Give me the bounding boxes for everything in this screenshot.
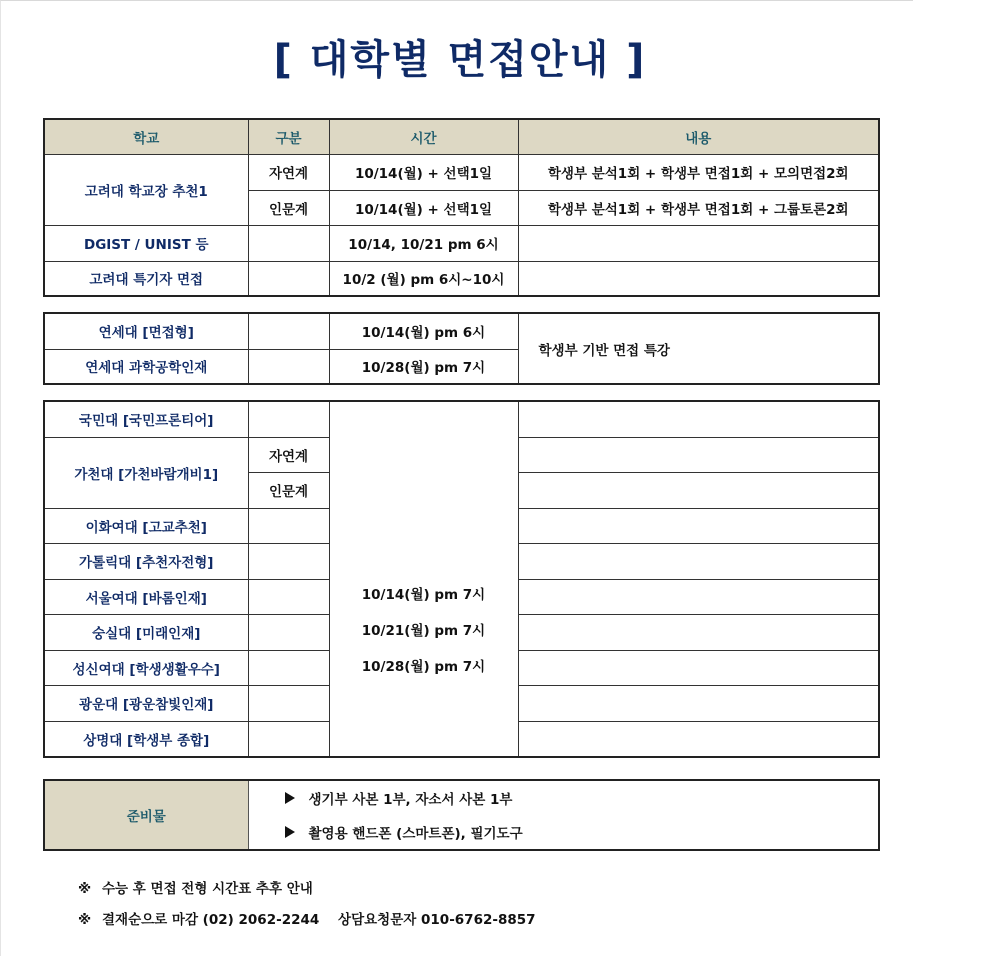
school-cell: 서울여대 [바롬인재] [44, 579, 248, 615]
content-cell [518, 225, 879, 261]
header-content: 내용 [518, 119, 879, 154]
school-cell: 연세대 과학공학인재 [44, 349, 248, 384]
school-cell: 상명대 [학생부 종합] [44, 721, 248, 757]
table-row [44, 780, 879, 850]
content-cell: 학생부 기반 면접 특강 [518, 313, 879, 384]
school-cell: 이화여대 [고교추천] [44, 508, 248, 544]
content-cell [518, 544, 879, 580]
note-text: 수능 후 면접 전형 시간표 추후 안내 [102, 881, 313, 897]
time-cell: 10/14(월) + 선택1일 [329, 154, 518, 190]
prep-items [248, 780, 879, 850]
content-cell [518, 579, 879, 615]
time-cell: 10/14, 10/21 pm 6시 [329, 225, 518, 261]
table-row [44, 154, 879, 190]
prep-item-text: 촬영용 핸드폰 (스마트폰), 필기도구 [308, 826, 523, 842]
category-cell [248, 650, 329, 686]
prep-item [285, 781, 879, 815]
note-line [78, 909, 536, 940]
reference-mark-icon: ※ [78, 912, 92, 928]
reference-mark-icon: ※ [78, 881, 92, 897]
table-row [44, 401, 879, 437]
prep-label: 준비물 [44, 780, 248, 850]
shared-time-cell [329, 401, 518, 757]
table-row [44, 313, 879, 349]
page-title: [ 대학별 면접안내 ] [273, 37, 647, 83]
triangle-bullet-icon [285, 792, 295, 804]
school-cell: 고려대 특기자 면접 [44, 261, 248, 296]
category-cell: 자연계 [248, 154, 329, 190]
category-cell [248, 686, 329, 722]
time-line: 10/14(월) pm 7시 [361, 587, 486, 604]
content-cell [518, 401, 879, 437]
category-cell: 인문계 [248, 473, 329, 509]
time-line: 10/21(월) pm 7시 [361, 622, 486, 639]
schedule-table-3 [43, 400, 880, 758]
category-cell [248, 615, 329, 651]
prep-item-text: 생기부 사본 1부, 자소서 사본 1부 [308, 792, 513, 808]
content-cell [518, 473, 879, 509]
header-category: 구분 [248, 119, 329, 154]
school-cell: 성신여대 [학생생활우수] [44, 650, 248, 686]
preparation-table [43, 779, 880, 851]
notes [78, 878, 536, 940]
content-cell: 학생부 분석1회 + 학생부 면접1회 + 그룹토론2회 [518, 190, 879, 225]
school-cell: 광운대 [광운참빛인재] [44, 686, 248, 722]
prep-item [285, 815, 879, 849]
category-cell [248, 721, 329, 757]
note-text: 결재순으로 마감 (02) 2062-2244 상담요청문자 010-6762-8857 [102, 912, 536, 928]
school-cell: DGIST / UNIST 등 [44, 225, 248, 261]
content-cell [518, 686, 879, 722]
category-cell [248, 313, 329, 349]
category-cell [248, 579, 329, 615]
category-cell [248, 349, 329, 384]
content-cell [518, 437, 879, 473]
content-cell [518, 508, 879, 544]
school-cell: 가천대 [가천바람개비1] [44, 437, 248, 508]
time-cell: 10/14(월) pm 6시 [329, 313, 518, 349]
content-cell: 학생부 분석1회 + 학생부 면접1회 + 모의면접2회 [518, 154, 879, 190]
category-cell: 인문계 [248, 190, 329, 225]
category-cell: 자연계 [248, 437, 329, 473]
category-cell [248, 261, 329, 296]
school-cell: 가톨릭대 [추천자전형] [44, 544, 248, 580]
content-cell [518, 261, 879, 296]
schedule-table-1 [43, 118, 880, 297]
note-line [78, 878, 536, 909]
schedule-table-2 [43, 312, 880, 385]
school-cell: 연세대 [면접형] [44, 313, 248, 349]
content-cell [518, 615, 879, 651]
header-time: 시간 [329, 119, 518, 154]
time-cell: 10/2 (월) pm 6시~10시 [329, 261, 518, 296]
triangle-bullet-icon [285, 826, 295, 838]
category-cell [248, 401, 329, 437]
table-row [44, 225, 879, 261]
content-cell [518, 650, 879, 686]
time-cell: 10/14(월) + 선택1일 [329, 190, 518, 225]
content-cell [518, 721, 879, 757]
school-cell: 고려대 학교장 추천1 [44, 154, 248, 225]
time-line: 10/28(월) pm 7시 [361, 658, 486, 675]
header-school: 학교 [44, 119, 248, 154]
table-row [44, 261, 879, 296]
school-cell: 국민대 [국민프론티어] [44, 401, 248, 437]
category-cell [248, 544, 329, 580]
school-cell: 숭실대 [미래인재] [44, 615, 248, 651]
category-cell [248, 508, 329, 544]
time-cell: 10/28(월) pm 7시 [329, 349, 518, 384]
category-cell [248, 225, 329, 261]
